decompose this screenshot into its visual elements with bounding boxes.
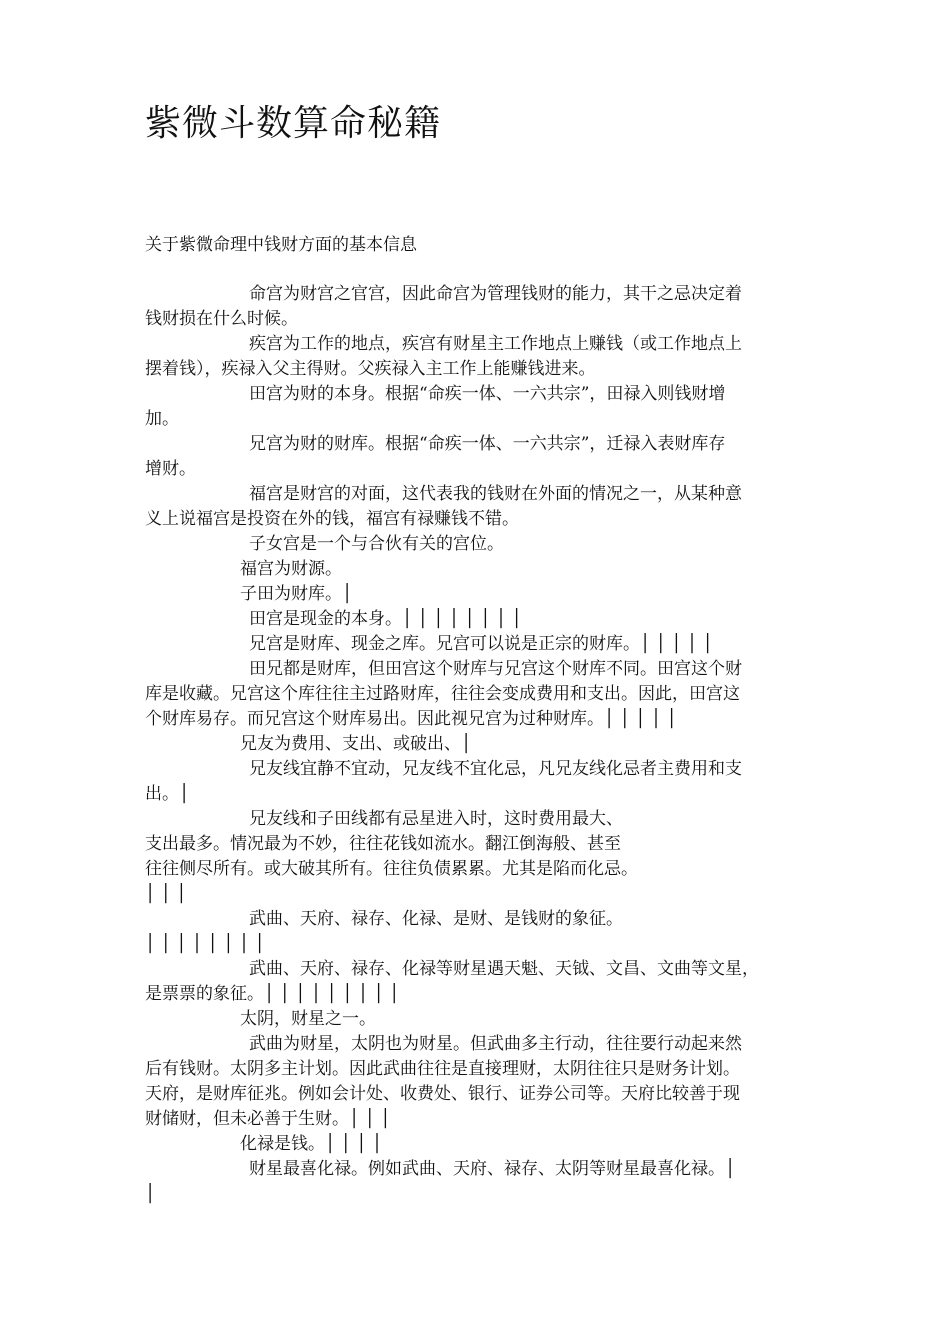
paragraph-line: 田宫为财的本身。根据“命疾一体、一六共宗”，田禄入则钱财增 xyxy=(249,384,726,404)
paragraph-line: 武曲、天府、禄存、化禄等财星遇天魁、天钺、文昌、文曲等文星， xyxy=(249,959,759,979)
paragraph-line: 是票票的象征。│ │ │ │ │ │ │ │ │ xyxy=(145,984,400,1004)
paragraph-line: 兄友线宜静不宜动，兄友线不宜化忌，凡兄友线化忌者主费用和支 xyxy=(249,759,742,779)
paragraph-line: 往往侧尽所有。或大破其所有。往往负债累累。尤其是陷而化忌。 xyxy=(145,859,638,879)
paragraph-line: 财储财，但未必善于生财。│ │ │ xyxy=(145,1109,391,1129)
paragraph-line: 后有钱财。太阴多主计划。因此武曲往往是直接理财，太阴往往只是财务计划。 xyxy=(145,1059,740,1079)
paragraph-line: 摆着钱），疾禄入父主得财。父疾禄入主工作上能赚钱进来。 xyxy=(145,359,596,379)
paragraph-line: 兄友为费用、支出、或破出、│ xyxy=(240,734,472,754)
paragraph-line: 太阴，财星之一。 xyxy=(240,1009,376,1029)
paragraph-line: 钱财损在什么时候。 xyxy=(145,309,298,329)
paragraph-line: 支出最多。情况最为不妙，往往花钱如流水。翻江倒海般、甚至 xyxy=(145,834,621,854)
paragraph-line: 子女宫是一个与合伙有关的宫位。 xyxy=(249,534,504,554)
paragraph-line: 义上说福宫是投资在外的钱，福宫有禄赚钱不错。 xyxy=(145,509,519,529)
paragraph-line: 福宫为财源。 xyxy=(240,559,342,579)
paragraph-line: │ xyxy=(145,1184,156,1204)
paragraph-line: 财星最喜化禄。例如武曲、天府、禄存、太阴等财星最喜化禄。│ xyxy=(249,1159,736,1179)
paragraph-line: 天府，是财库征兆。例如会计处、收费处、银行、证券公司等。天府比较善于现 xyxy=(145,1084,740,1104)
document-body xyxy=(145,282,810,1207)
paragraph-line: 出。│ xyxy=(145,784,190,804)
paragraph-line: │ │ │ xyxy=(145,884,187,904)
paragraph-line: 武曲、天府、禄存、化禄、是财、是钱财的象征。 xyxy=(249,909,623,929)
document-subtitle: 关于紫微命理中钱财方面的基本信息 xyxy=(145,235,417,255)
document-title: 紫微斗数算命秘籍 xyxy=(145,103,442,144)
paragraph-line: 命宫为财宫之官宫，因此命宫为管理钱财的能力，其干之忌决定着 xyxy=(249,284,742,304)
paragraph-line: 库是收藏。兄宫这个库往往主过路财库，往往会变成费用和支出。因此，田宫这 xyxy=(145,684,740,704)
paragraph-line: 疾宫为工作的地点，疾宫有财星主工作地点上赚钱（或工作地点上 xyxy=(249,334,742,354)
paragraph-line: 兄宫为财的财库。根据“命疾一体、一六共宗”，迁禄入表财库存 xyxy=(249,434,726,454)
paragraph-line: 化禄是钱。│ │ │ │ xyxy=(240,1134,383,1154)
paragraph-line: 兄友线和子田线都有忌星进入时，这时费用最大、 xyxy=(249,809,623,829)
paragraph-line: │ │ │ │ │ │ │ │ xyxy=(145,934,265,954)
paragraph-line: 增财。 xyxy=(145,459,196,479)
paragraph-line: 个财库易存。而兄宫这个财库易出。因此视兄宫为过种财库。│ │ │ │ │ xyxy=(145,709,677,729)
paragraph-line: 子田为财库。│ xyxy=(240,584,353,604)
paragraph-line: 加。 xyxy=(145,409,179,429)
paragraph-line: 田宫是现金的本身。│ │ │ │ │ │ │ │ xyxy=(249,609,522,629)
paragraph-line: 武曲为财星，太阴也为财星。但武曲多主行动，往往要行动起来然 xyxy=(249,1034,742,1054)
paragraph-line: 兄宫是财库、现金之库。兄宫可以说是正宗的财库。│ │ │ │ │ xyxy=(249,634,713,654)
paragraph-line: 田兄都是财库，但田宫这个财库与兄宫这个财库不同。田宫这个财 xyxy=(249,659,742,679)
paragraph-line: 福宫是财宫的对面，这代表我的钱财在外面的情况之一，从某种意 xyxy=(249,484,742,504)
